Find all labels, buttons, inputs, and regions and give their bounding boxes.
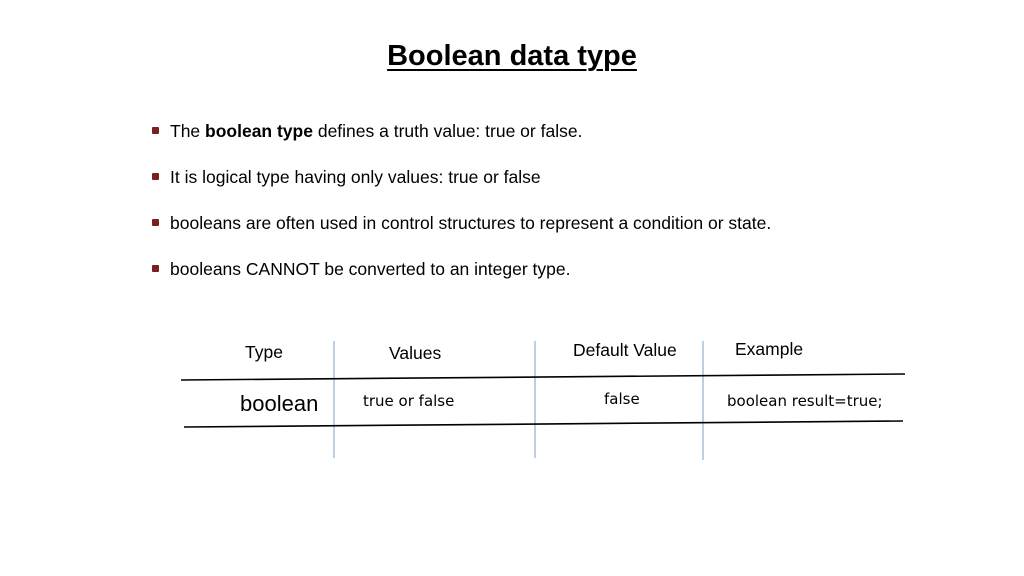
bullet-text: booleans are often used in control structures to represent a condition or state. bbox=[170, 213, 772, 233]
bottom-row-line bbox=[184, 421, 903, 427]
cell-type: boolean bbox=[240, 391, 319, 416]
header-type: Type bbox=[245, 342, 283, 362]
header-example: Example bbox=[735, 339, 804, 359]
bullet-text: booleans CANNOT be converted to an integer type. bbox=[170, 259, 571, 279]
bullet-text-suffix: defines a truth value: true or false. bbox=[312, 121, 583, 141]
bullet-text-prefix: The bbox=[170, 121, 206, 141]
cell-default-value: false bbox=[604, 390, 640, 408]
cell-example: boolean result=true; bbox=[727, 392, 883, 410]
slide-title: Boolean data type bbox=[387, 40, 637, 72]
bullet-text: It is logical type having only values: true or false bbox=[170, 167, 541, 187]
cell-values: true or false bbox=[363, 392, 455, 410]
bullet-text-bold: boolean type bbox=[205, 121, 313, 141]
square-bullet-icon bbox=[152, 219, 159, 226]
header-values: Values bbox=[389, 343, 442, 363]
bullet-item bbox=[152, 118, 771, 164]
header-default-value: Default Value bbox=[573, 340, 677, 360]
square-bullet-icon bbox=[152, 173, 159, 180]
bullet-list bbox=[152, 118, 771, 302]
header-row-line bbox=[181, 374, 905, 380]
bullet-item bbox=[152, 256, 771, 302]
square-bullet-icon bbox=[152, 265, 159, 272]
bullet-item bbox=[152, 164, 771, 210]
bullet-item bbox=[152, 210, 771, 256]
square-bullet-icon bbox=[152, 127, 159, 134]
